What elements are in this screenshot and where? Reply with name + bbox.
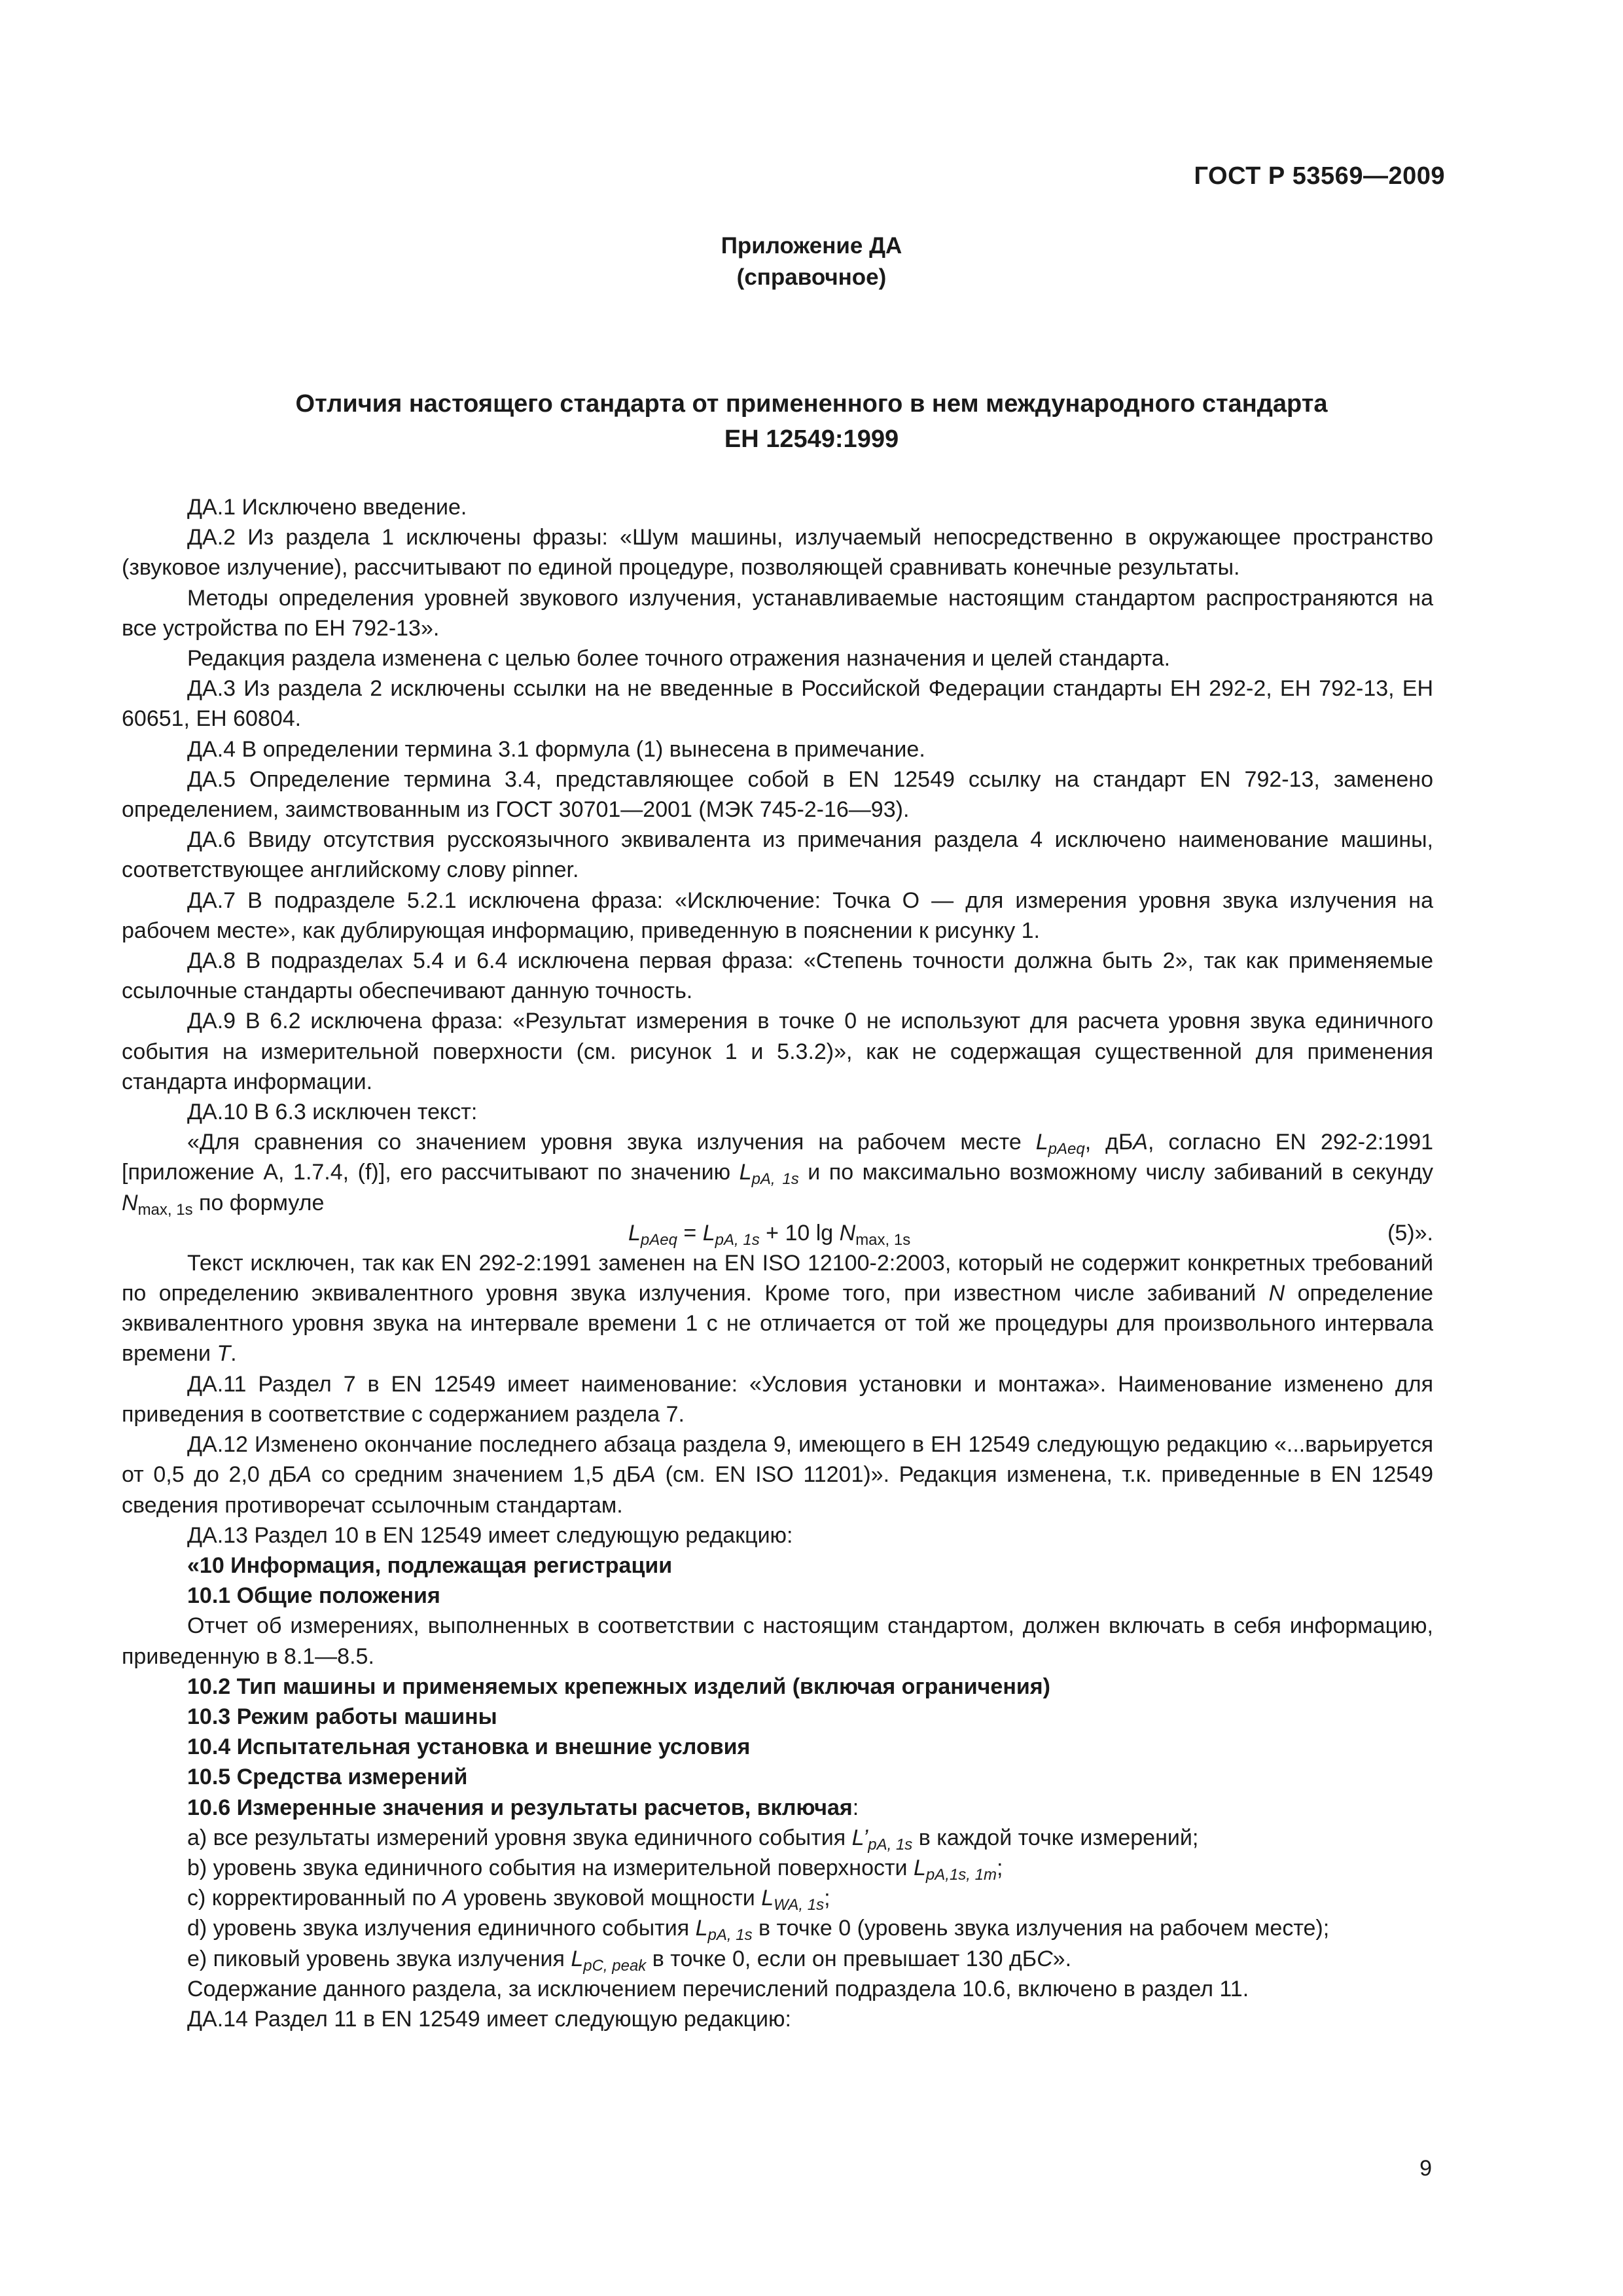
- annex-label: Приложение ДА: [721, 233, 902, 259]
- formula-expression: $L_{pAeq} = L_{pA, 1s} + 10$ $\lg N_{max, 1s}$: [628, 1220, 911, 1249]
- heading-10-4: 10.4 Испытательная установка и внешние условия: [187, 1734, 751, 1760]
- paragraph-da14: ДА.14 Раздел 11 в EN 12549 имеет следующую редакцию:: [187, 2006, 791, 2032]
- document-code: ГОСТ Р 53569—2009: [1194, 162, 1445, 190]
- paragraph-da1: ДА.1 Исключено введение.: [187, 495, 467, 520]
- title-line-2: ЕН 12549:1999: [724, 425, 899, 453]
- list-item-e: e) пиковый уровень звука излучения $L_{pC, peak}$ в точке 0, если он превышает 130 дБС».: [187, 1946, 1072, 1975]
- paragraph-da9: ДА.9 В 6.2 исключена фраза: «Результат измерения в точке 0 не используют для расчета уровня звука единичного события на измерительной поверхности (см. рисунок 1 и 5.3.2)», как не содержащая существенной для применения стандарта информации.: [122, 1009, 1433, 1094]
- list-item-c: c) корректированный по А уровень звуковой мощности $L_{WA, 1s}$;: [187, 1886, 830, 1914]
- title-line-1: Отличия настоящего стандарта от примененного в нем международного стандарта: [295, 390, 1328, 418]
- paragraph-quoted-text: «Для сравнения со значением уровня звука излучения на рабочем месте $L_{pAeq}$, дБА, согласно EN 292-2:1991 [приложение А, 1.7.4, (f)], его рассчитывают по значению $L_{pA, 1s}$ и по максимально возможному числу забиваний в секунду $N_{max, 1s}$ по формуле: [122, 1130, 1434, 1219]
- paragraph-report: Отчет об измерениях, выполненных в соответствии с настоящим стандартом, должен включать в себя информацию, приведенную в 8.1—8.5.: [122, 1613, 1433, 1669]
- heading-10-6: 10.6 Измеренные значения и результаты расчетов, включая:: [187, 1795, 859, 1820]
- formula-5: [122, 1218, 1433, 1248]
- paragraph-da10: ДА.10 В 6.3 исключен текст:: [187, 1100, 478, 1125]
- paragraph-text-excluded: Текст исключен, так как EN 292-2:1991 заменен на EN ISO 12100-2:2003, который не содержит конкретных требований по определению эквивалентного уровня звука излучения. Кроме того, при известном числе забиваний N определение эквивалентного уровня звука на интервале времени 1 с не отличается от той же процедуры для произвольного интервала времени T.: [122, 1250, 1434, 1367]
- list-item-b: b) уровень звука единичного события на измерительной поверхности $L_{pA,1s, 1m}$;: [187, 1855, 1003, 1884]
- paragraph-da12: ДА.12 Изменено окончание последнего абзаца раздела 9, имеющего в ЕН 12549 следующую редакцию «...варьируется от 0,5 до 2,0 дБА со средним значением 1,5 дБА (см. EN ISO 11201)». Редакция изменена, т.к. приведенные в EN 12549 сведения противоречат ссылочным стандартам.: [122, 1432, 1434, 1518]
- paragraph-da6: ДА.6 Ввиду отсутствия русскоязычного эквивалента из примечания раздела 4 исключено наименование машины, соответствующее английскому слову pinner.: [122, 827, 1433, 883]
- page-number: 9: [1419, 2156, 1432, 2181]
- annex-type: (справочное): [736, 264, 887, 290]
- annex-heading: [0, 230, 1623, 293]
- paragraph-da4: ДА.4 В определении термина 3.1 формула (1) вынесена в примечание.: [187, 736, 925, 762]
- paragraph-da2: ДА.2 Из раздела 1 исключены фразы: «Шум машины, излучаемый непосредственно в окружающее пространство (звуковое излучение), рассчитывают по единой процедуре, позволяющей сравнивать конечные результаты.: [122, 525, 1433, 581]
- formula-number: (5)».: [1387, 1220, 1433, 1246]
- paragraph-da2-methods: Методы определения уровней звукового излучения, устанавливаемые настоящим стандартом распространяются на все устройства по ЕН 792-13».: [122, 585, 1433, 641]
- paragraph-da3: ДА.3 Из раздела 2 исключены ссылки на не введенные в Российской Федерации стандарты ЕН 292-2, ЕН 792-13, ЕН 60651, ЕН 60804.: [122, 676, 1433, 732]
- paragraph-da13: ДА.13 Раздел 10 в EN 12549 имеет следующую редакцию:: [187, 1522, 793, 1548]
- heading-10-2: 10.2 Тип машины и применяемых крепежных изделий (включая ограничения): [187, 1674, 1050, 1699]
- heading-10-5: 10.5 Средства измерений: [187, 1765, 468, 1790]
- paragraph-da2-edit: Редакция раздела изменена с целью более точного отражения назначения и целей стандарта.: [187, 646, 1171, 672]
- paragraph-section-content: Содержание данного раздела, за исключением перечислений подраздела 10.6, включено в раздел 11.: [187, 1976, 1249, 2001]
- heading-10-1: 10.1 Общие положения: [187, 1583, 440, 1609]
- heading-section-10: «10 Информация, подлежащая регистрации: [187, 1552, 673, 1578]
- list-item-a: a) все результаты измерений уровня звука единичного события $L’_{pA, 1s}$ в каждой точке измерений;: [187, 1825, 1199, 1854]
- document-body: [122, 492, 1433, 2034]
- list-item-d: d) уровень звука излучения единичного события $L_{pA, 1s}$ в точке 0 (уровень звука излучения на рабочем месте);: [187, 1916, 1330, 1945]
- paragraph-da5: ДА.5 Определение термина 3.4, представляющее собой в EN 12549 ссылку на стандарт EN 792-13, заменено определением, заимствованным из ГОСТ 30701—2001 (МЭК 745-2-16—93).: [122, 766, 1433, 823]
- heading-10-3: 10.3 Режим работы машины: [187, 1704, 497, 1729]
- paragraph-da7: ДА.7 В подразделе 5.2.1 исключена фраза: «Исключение: Точка О — для измерения уровня звука излучения на рабочем месте», как дублирующая информацию, приведенную в пояснении к рисунку 1.: [122, 888, 1433, 943]
- section-title: [196, 386, 1427, 457]
- paragraph-da11: ДА.11 Раздел 7 в EN 12549 имеет наименование: «Условия установки и монтажа». Наименование изменено для приведения в соответствие с содержанием раздела 7.: [122, 1371, 1433, 1427]
- paragraph-da8: ДА.8 В подразделах 5.4 и 6.4 исключена первая фраза: «Степень точности должна быть 2», так как применяемые ссылочные стандарты обеспечивают данную точность.: [122, 948, 1433, 1004]
